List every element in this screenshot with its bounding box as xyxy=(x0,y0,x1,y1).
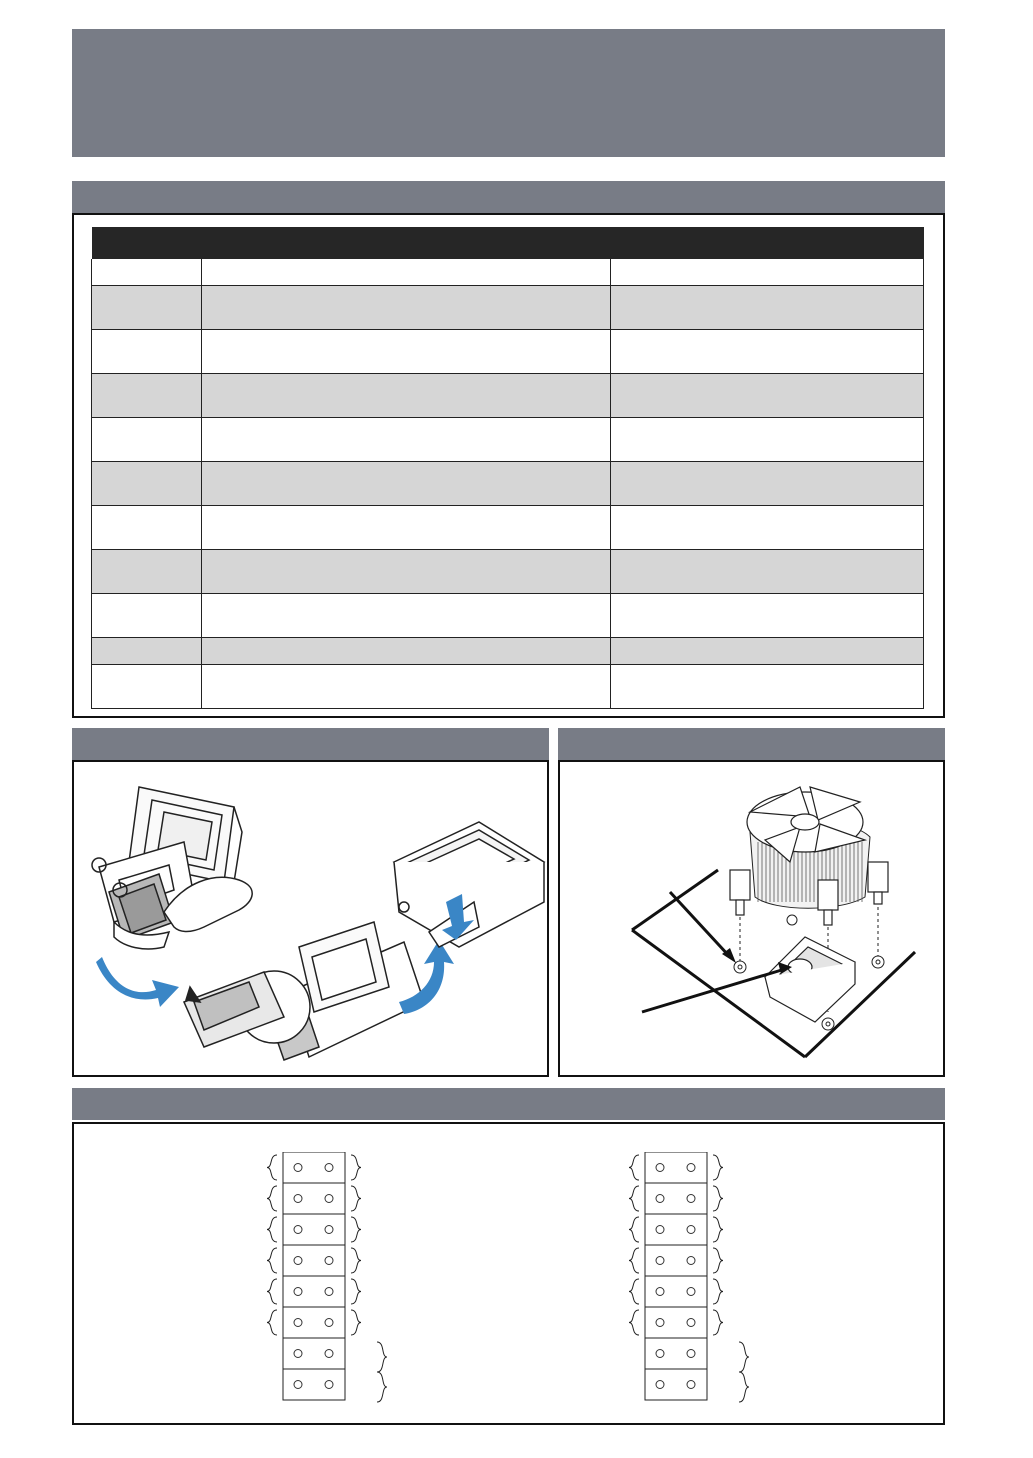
right-brace xyxy=(713,1217,723,1242)
pin xyxy=(325,1195,333,1203)
pin-row xyxy=(645,1307,707,1338)
spec-table-cell xyxy=(92,638,202,665)
specifications-header xyxy=(72,181,945,213)
spec-table-cell xyxy=(610,330,923,374)
spec-table-row xyxy=(92,259,924,286)
pin xyxy=(325,1288,333,1296)
left-brace xyxy=(629,1155,639,1180)
spec-table-cell xyxy=(92,418,202,462)
pin-row xyxy=(283,1214,345,1245)
spec-table-cell xyxy=(202,638,610,665)
left-brace xyxy=(267,1217,277,1242)
pin xyxy=(687,1195,695,1203)
spec-table-cell xyxy=(610,462,923,506)
pin xyxy=(656,1381,664,1389)
spec-table-row xyxy=(92,665,924,709)
group-brace xyxy=(739,1342,749,1372)
left-brace xyxy=(629,1310,639,1335)
pin xyxy=(687,1257,695,1265)
spec-table-cell xyxy=(610,550,923,594)
group-brace xyxy=(739,1372,749,1402)
spec-table-cell xyxy=(610,374,923,418)
cpu-installation-header xyxy=(72,728,549,760)
pin xyxy=(687,1226,695,1234)
left-brace xyxy=(267,1310,277,1335)
spec-col-header-3 xyxy=(610,227,923,259)
pin xyxy=(294,1226,302,1234)
spec-table-header-row xyxy=(92,227,924,259)
left-brace xyxy=(267,1186,277,1211)
right-brace xyxy=(351,1155,361,1180)
spec-table-cell xyxy=(92,550,202,594)
cpu-socket-drawing xyxy=(765,937,855,1022)
closed-socket-drawing xyxy=(394,822,544,947)
right-brace xyxy=(713,1248,723,1273)
spec-table-cell xyxy=(92,665,202,709)
pin xyxy=(294,1195,302,1203)
spec-table-row xyxy=(92,594,924,638)
pin xyxy=(325,1257,333,1265)
pin xyxy=(687,1319,695,1327)
spec-table-cell xyxy=(92,259,202,286)
pin-row xyxy=(645,1152,707,1183)
pin-row xyxy=(645,1369,707,1400)
pin xyxy=(294,1257,302,1265)
left-brace xyxy=(629,1186,639,1211)
pin xyxy=(325,1164,333,1172)
pin-row xyxy=(645,1214,707,1245)
right-brace xyxy=(351,1248,361,1273)
spec-table-row xyxy=(92,462,924,506)
spec-table-row xyxy=(92,550,924,594)
spec-table-cell xyxy=(202,330,610,374)
cpu-installation-box xyxy=(72,760,549,1077)
pin xyxy=(656,1350,664,1358)
left-brace xyxy=(629,1248,639,1273)
heatsink-installation-header xyxy=(558,728,945,760)
headers-section-header xyxy=(72,1088,945,1120)
right-brace xyxy=(351,1310,361,1335)
left-brace xyxy=(267,1279,277,1304)
spec-table-cell xyxy=(92,330,202,374)
group-brace xyxy=(377,1342,387,1372)
pin-row xyxy=(283,1183,345,1214)
spec-table-cell xyxy=(202,506,610,550)
spec-table-cell xyxy=(610,418,923,462)
pin-row xyxy=(645,1245,707,1276)
pin xyxy=(656,1164,664,1172)
spec-table-row xyxy=(92,418,924,462)
pin-row xyxy=(283,1276,345,1307)
pin xyxy=(656,1288,664,1296)
pin xyxy=(687,1164,695,1172)
right-brace xyxy=(351,1186,361,1211)
spec-col-header-2 xyxy=(202,227,610,259)
spec-table-cell xyxy=(610,638,923,665)
cpu-installation-illustration xyxy=(74,762,547,1075)
spec-table-row xyxy=(92,506,924,550)
spec-table-cell xyxy=(610,594,923,638)
spec-table-cell xyxy=(202,594,610,638)
pin xyxy=(294,1350,302,1358)
pin-header-left xyxy=(250,1152,410,1412)
pin xyxy=(656,1319,664,1327)
left-brace xyxy=(267,1155,277,1180)
pin xyxy=(656,1257,664,1265)
pin-row xyxy=(645,1338,707,1369)
pin-row xyxy=(645,1276,707,1307)
spec-table-cell xyxy=(92,506,202,550)
group-brace xyxy=(377,1372,387,1402)
right-brace xyxy=(351,1217,361,1242)
spec-table-cell xyxy=(202,418,610,462)
spec-table-cell xyxy=(202,462,610,506)
pin xyxy=(325,1226,333,1234)
pin xyxy=(294,1288,302,1296)
pin-row xyxy=(283,1152,345,1183)
pin xyxy=(325,1381,333,1389)
spec-table-cell xyxy=(202,665,610,709)
pin-row xyxy=(645,1183,707,1214)
pin-row xyxy=(283,1369,345,1400)
pin xyxy=(656,1195,664,1203)
headers-section-box xyxy=(72,1122,945,1425)
pin xyxy=(325,1350,333,1358)
spec-table-row xyxy=(92,374,924,418)
spec-table-cell xyxy=(610,259,923,286)
pin xyxy=(656,1226,664,1234)
spec-table-row xyxy=(92,638,924,665)
spec-table-cell xyxy=(610,286,923,330)
spec-table-cell xyxy=(92,374,202,418)
pin xyxy=(687,1381,695,1389)
pin xyxy=(687,1350,695,1358)
spec-table-cell xyxy=(92,286,202,330)
pin xyxy=(687,1288,695,1296)
pin-row xyxy=(283,1338,345,1369)
spec-table-cell xyxy=(92,594,202,638)
spec-col-header-1 xyxy=(92,227,202,259)
right-brace xyxy=(713,1279,723,1304)
right-brace xyxy=(713,1186,723,1211)
right-brace xyxy=(713,1155,723,1180)
right-brace xyxy=(713,1310,723,1335)
heatsink-installation-box xyxy=(558,760,945,1077)
spec-table-row xyxy=(92,330,924,374)
pin xyxy=(294,1381,302,1389)
left-brace xyxy=(629,1279,639,1304)
spec-table-cell xyxy=(92,462,202,506)
spec-table-cell xyxy=(202,374,610,418)
curved-arrow-icon xyxy=(96,957,179,1007)
pin-row xyxy=(283,1245,345,1276)
heatsink-installation-illustration xyxy=(560,762,943,1075)
left-brace xyxy=(629,1217,639,1242)
right-brace xyxy=(351,1279,361,1304)
spec-table-cell xyxy=(202,550,610,594)
left-brace xyxy=(267,1248,277,1273)
pin xyxy=(325,1319,333,1327)
spec-table-cell xyxy=(610,506,923,550)
spec-table-cell xyxy=(610,665,923,709)
spec-table-cell xyxy=(202,259,610,286)
pin-header-right xyxy=(612,1152,772,1412)
title-bar xyxy=(72,29,945,157)
pin xyxy=(294,1164,302,1172)
spec-table xyxy=(91,227,924,709)
spec-table-row xyxy=(92,286,924,330)
pin xyxy=(294,1319,302,1327)
spec-table-cell xyxy=(202,286,610,330)
pin-row xyxy=(283,1307,345,1338)
